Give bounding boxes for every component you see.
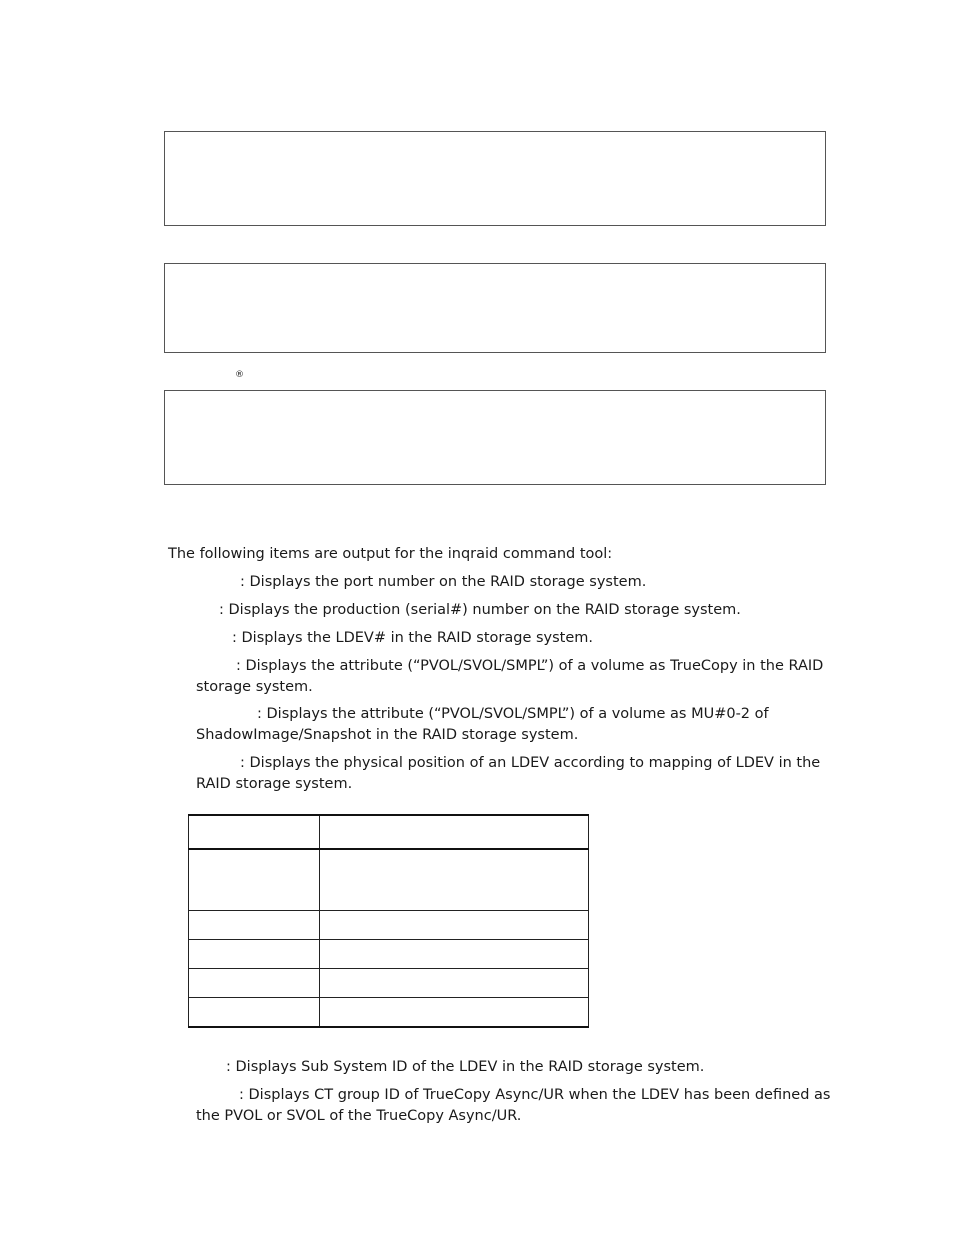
- item-port-desc: : Displays the port number on the RAID storage system.: [240, 574, 647, 590]
- table-row: [189, 849, 589, 911]
- item-shadowimage-desc-cont: ShadowImage/Snapshot in the RAID storage system.: [196, 727, 579, 743]
- table-cell: [320, 969, 589, 998]
- table-row: [189, 815, 589, 849]
- table-row: [189, 911, 589, 940]
- intro-text: The following items are output for the inqraid command tool:: [168, 546, 613, 562]
- table-cell: [189, 969, 320, 998]
- table-cell: [189, 911, 320, 940]
- item-truecopy-desc: : Displays the attribute (“PVOL/SVOL/SMPL”) of a volume as TrueCopy in the RAID: [236, 658, 824, 674]
- item-position-desc: : Displays the physical position of an LDEV according to mapping of LDEV in the: [240, 755, 821, 771]
- table-cell: [320, 849, 589, 911]
- table-row: [189, 998, 589, 1028]
- table-cell: [189, 815, 320, 849]
- table-cell: [320, 998, 589, 1028]
- table-cell: [320, 940, 589, 969]
- table-cell: [189, 849, 320, 911]
- table-cell: [189, 998, 320, 1028]
- registered-mark: ®: [235, 370, 244, 380]
- item-truecopy-desc-cont: storage system.: [196, 679, 313, 695]
- table-cell: [320, 911, 589, 940]
- item-ctgroup-desc-cont: the PVOL or SVOL of the TrueCopy Async/UR.: [196, 1108, 522, 1124]
- mapping-table: [188, 814, 589, 1026]
- item-serial-desc: : Displays the production (serial#) number on the RAID storage system.: [219, 602, 741, 618]
- table-cell: [189, 940, 320, 969]
- item-ctgroup-desc: : Displays CT group ID of TrueCopy Async/UR when the LDEV has been defined as: [239, 1087, 831, 1103]
- table-row: [189, 969, 589, 998]
- item-shadowimage-desc: : Displays the attribute (“PVOL/SVOL/SMPL”) of a volume as MU#0-2 of: [257, 706, 769, 722]
- code-box-3: [164, 390, 826, 485]
- item-ssid-desc: : Displays Sub System ID of the LDEV in the RAID storage system.: [226, 1059, 705, 1075]
- table-row: [189, 940, 589, 969]
- item-position-desc-cont: RAID storage system.: [196, 776, 353, 792]
- code-box-1: [164, 131, 826, 226]
- item-ldev-desc: : Displays the LDEV# in the RAID storage system.: [232, 630, 594, 646]
- table-cell: [320, 815, 589, 849]
- code-box-2: [164, 263, 826, 353]
